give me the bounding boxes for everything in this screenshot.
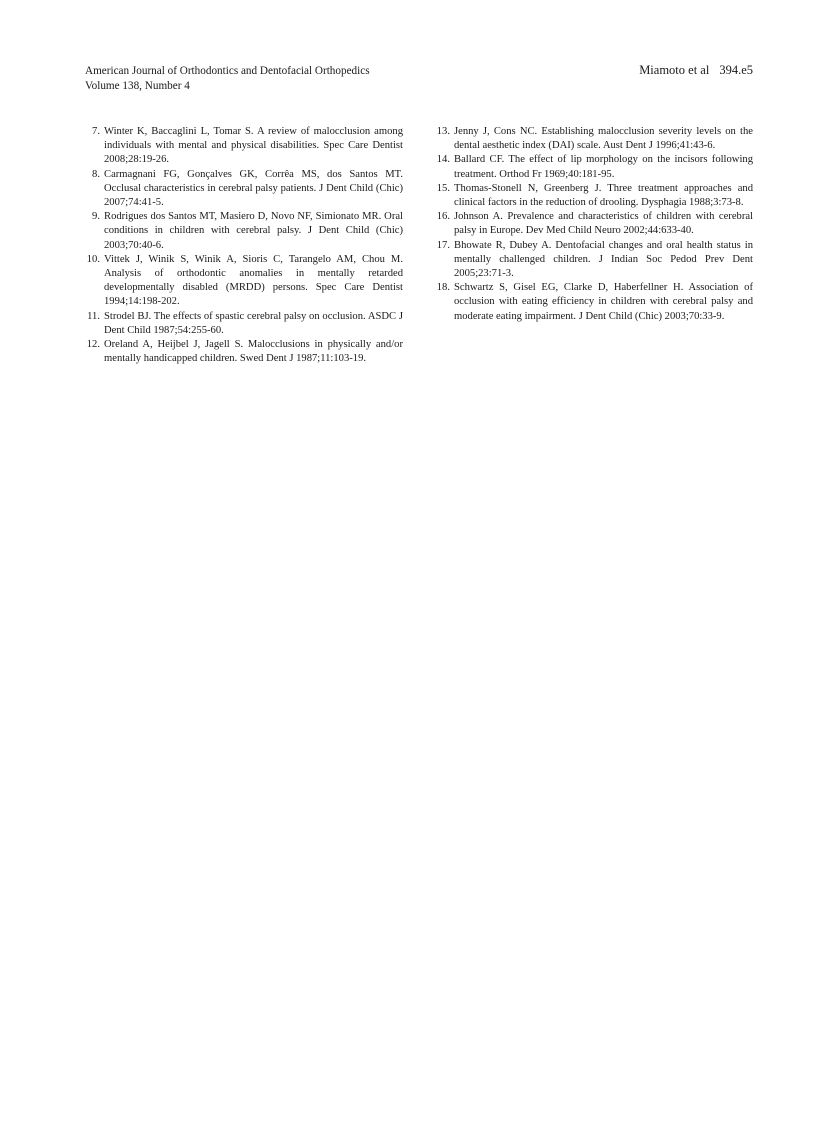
reference-text: Strodel BJ. The effects of spastic cerebral palsy on occlusion. ASDC J Dent Child 1987;54:255-60. [104,310,403,336]
running-authors: Miamoto et al [639,63,710,77]
reference-number: 11. [87,310,100,322]
reference-item [85,210,403,253]
reference-text: Rodrigues dos Santos MT, Masiero D, Novo NF, Simionato MR. Oral conditions in children with cerebral palsy. J Dent Child (Chic) 2003;70:40-6. [104,211,403,251]
reference-number: 18. [436,282,450,294]
reference-item [85,310,403,338]
reference-item [435,210,753,238]
journal-title: American Journal of Orthodontics and Dentofacial Orthopedics [85,65,370,77]
reference-text: Vittek J, Winik S, Winik A, Sioris C, Tarangelo AM, Chou M. Analysis of orthodontic anomalies in mentally retarded developmentally disabled (MRDD) persons. Spec Care Dentist 1994;14:198-202. [104,253,403,308]
reference-item [85,338,403,366]
reference-number: 16. [436,211,450,223]
reference-item [85,168,403,211]
running-header-page [639,62,753,78]
reference-text: Ballard CF. The effect of lip morphology on the incisors following treatment. Orthod Fr 1969;40:181-95. [454,154,753,180]
journal-volume: Volume 138, Number 4 [85,80,190,92]
reference-text: Jenny J, Cons NC. Establishing malocclusion severity levels on the dental aesthetic index (DAI) scale. Aust Dent J 1996;41:43-6. [454,126,753,152]
reference-number: 10. [86,253,100,265]
reference-number: 17. [436,239,450,251]
reference-item [85,125,403,168]
reference-text: Winter K, Baccaglini L, Tomar S. A review of malocclusion among individuals with mental and physical disabilities. Spec Care Dentist 2008;28:19-26. [104,126,403,166]
reference-item [85,253,403,310]
reference-list-left-column [85,125,403,366]
reference-item [435,125,753,153]
reference-number: 12. [86,339,100,351]
reference-text: Schwartz S, Gisel EG, Clarke D, Haberfellner H. Association of occlusion with eating efficiency in children with cerebral palsy and moderate eating impairment. J Dent Child (Chic) 2003;70:33-9. [454,282,753,322]
reference-item [435,153,753,181]
reference-number: 15. [436,182,450,194]
reference-number: 8. [92,168,100,180]
reference-list-right-column [435,125,753,324]
reference-text: Thomas-Stonell N, Greenberg J. Three treatment approaches and clinical factors in the reduction of drooling. Dysphagia 1988;3:73-8. [454,182,753,209]
running-header-journal [85,64,370,94]
reference-item [435,281,753,324]
reference-text: Johnson A. Prevalence and characteristics of children with cerebral palsy in Europe. Dev Med Child Neuro 2002;44:633-40. [454,211,753,237]
reference-text: Oreland A, Heijbel J, Jagell S. Malocclusions in physically and/or mentally handicapped children. Swed Dent J 1987;11:103-19. [104,339,403,365]
reference-text: Carmagnani FG, Gonçalves GK, Corrêa MS, dos Santos MT. Occlusal characteristics in cerebral palsy patients. J Dent Child (Chic) 2007;74:41-5. [104,168,403,209]
reference-text: Bhowate R, Dubey A. Dentofacial changes and oral health status in mentally challenged children. J Indian Soc Pedod Prev Dent 2005;23:71-3. [454,239,753,280]
reference-item [435,239,753,282]
reference-number: 7. [92,126,100,137]
reference-number: 9. [92,211,100,223]
reference-number: 13. [436,126,450,137]
reference-item [435,182,753,210]
reference-number: 14. [436,154,450,166]
page-number: 394.e5 [719,63,753,77]
